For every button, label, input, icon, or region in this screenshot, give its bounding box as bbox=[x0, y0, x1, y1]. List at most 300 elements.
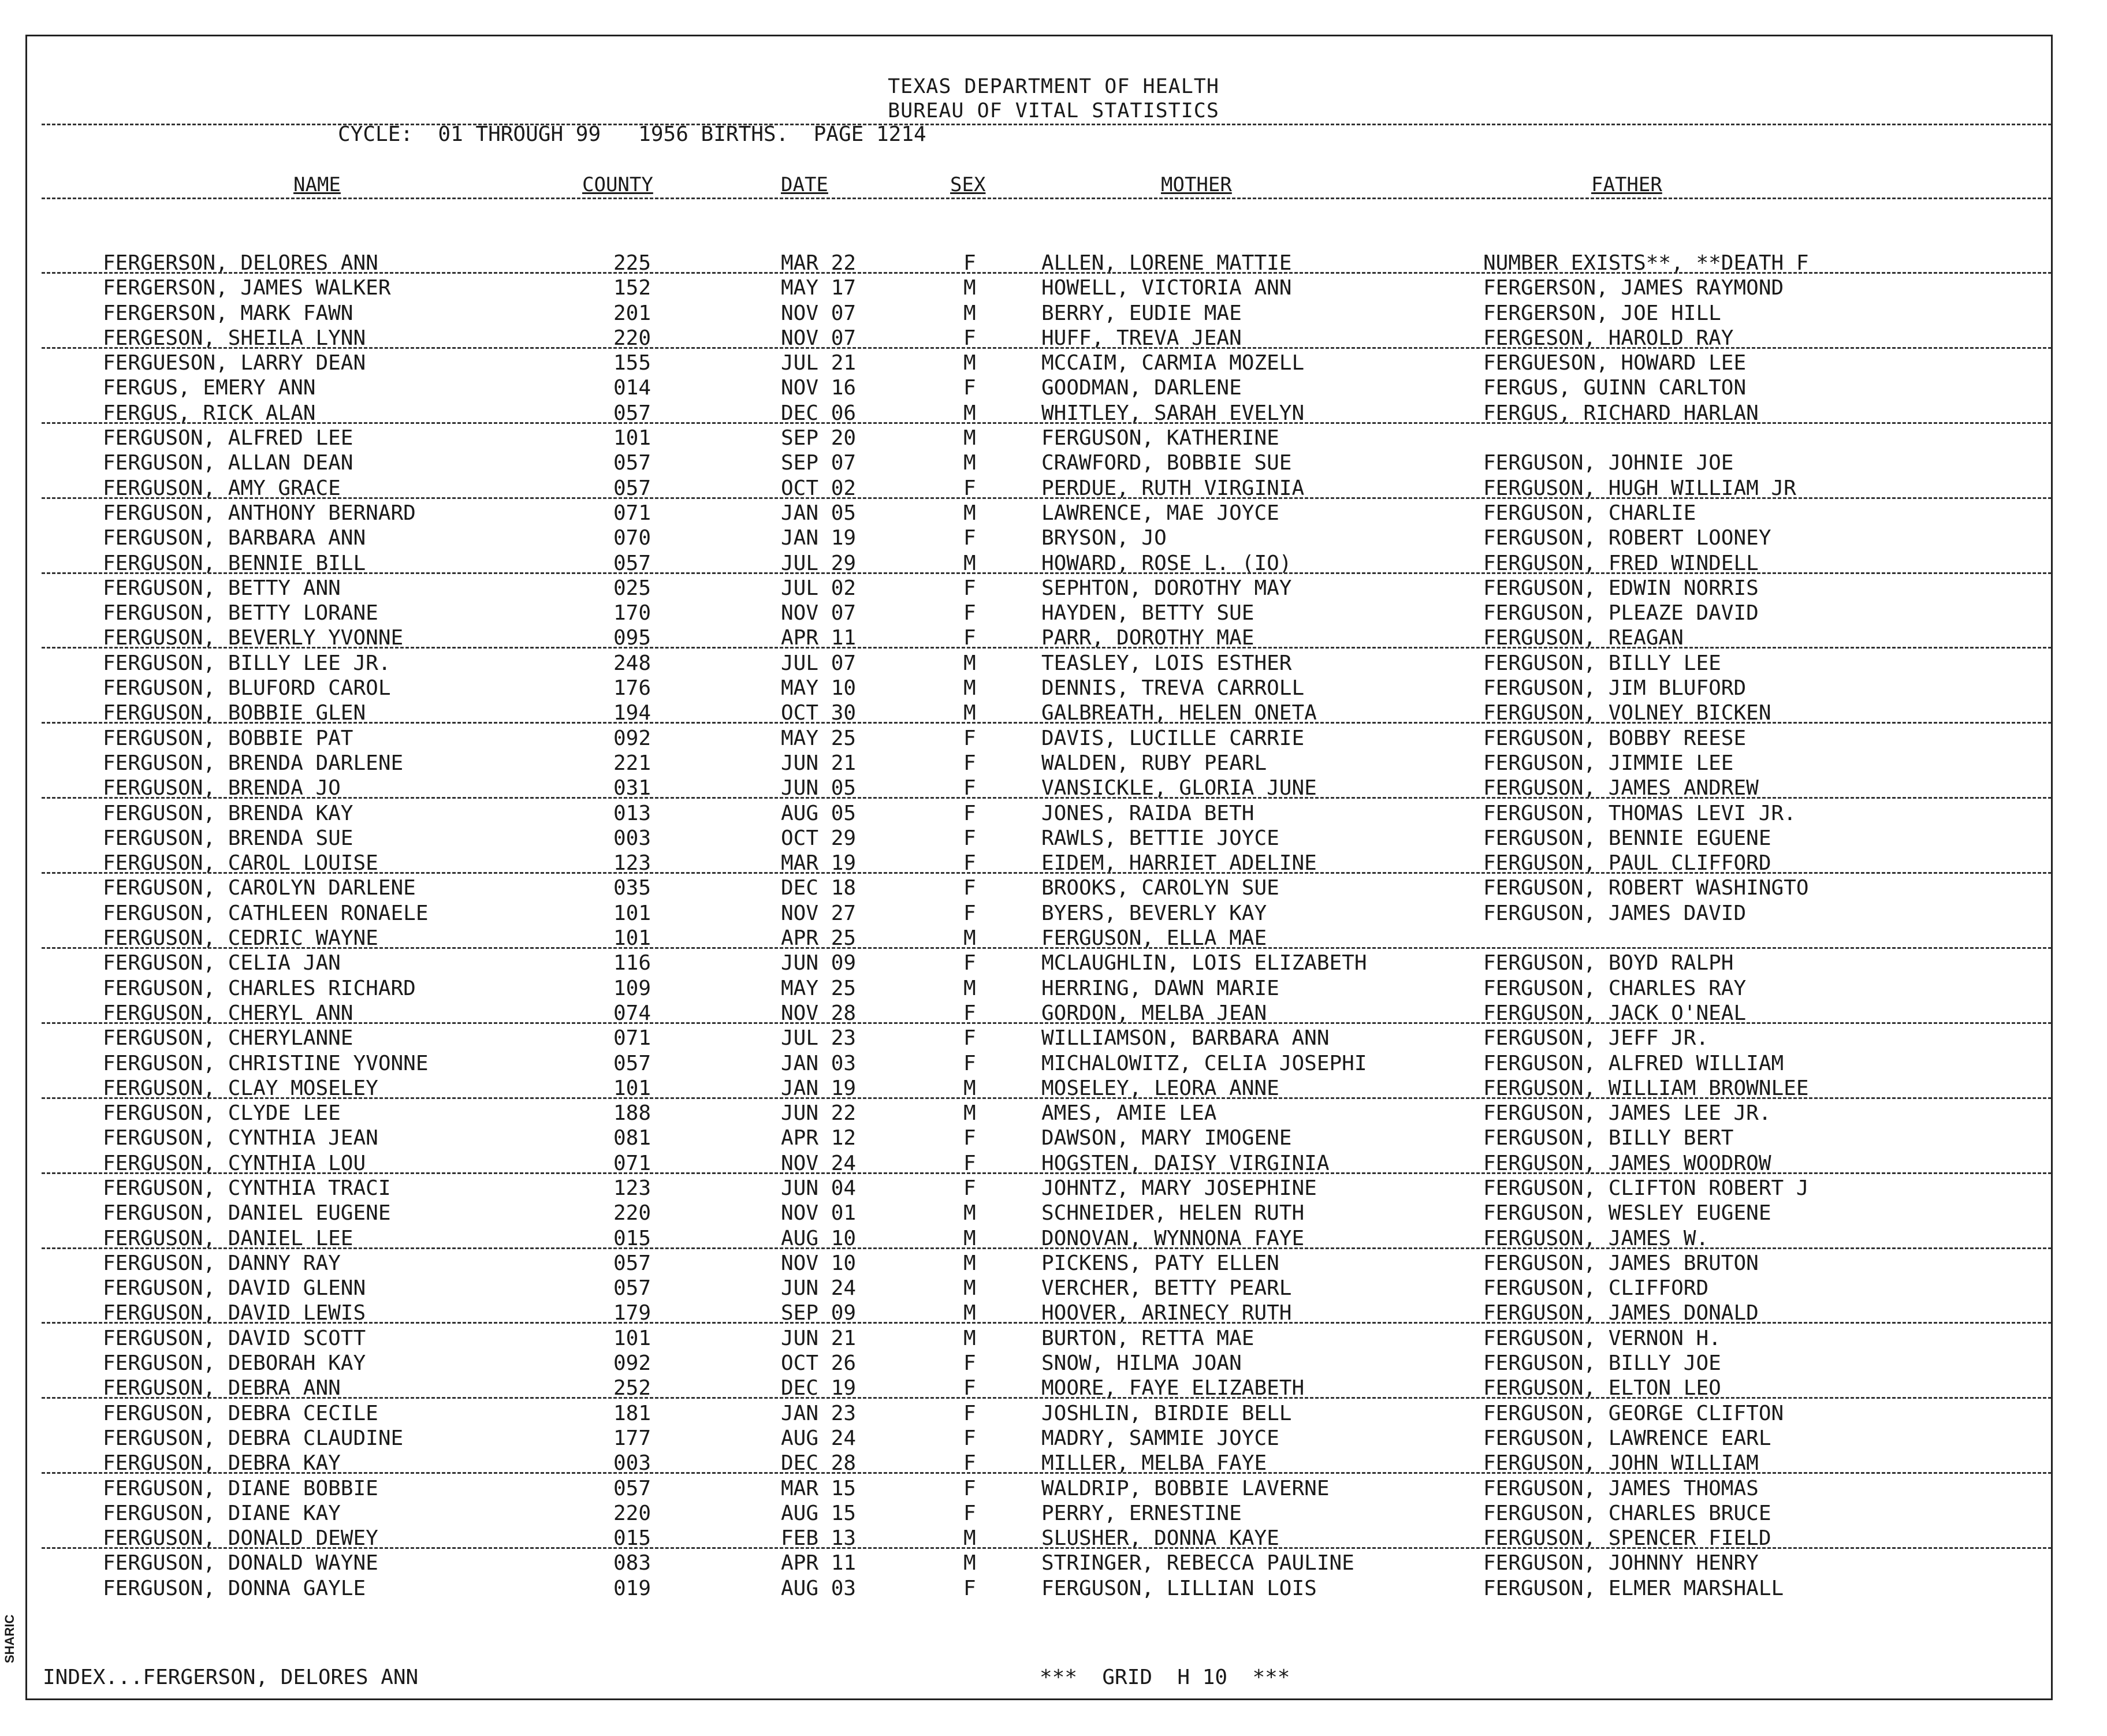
cell-mother: HOGSTEN, DAISY VIRGINIA bbox=[1041, 1151, 1330, 1175]
cell-father: FERGUSON, SPENCER FIELD bbox=[1483, 1526, 1771, 1551]
cell-mother: PERDUE, RUTH VIRGINIA bbox=[1041, 476, 1305, 500]
cell-county: 179 bbox=[613, 1301, 652, 1325]
cell-father: FERGUSON, JOHNIE JOE bbox=[1483, 451, 1734, 475]
cell-date: JUN 09 bbox=[781, 951, 857, 975]
cell-sex: M bbox=[963, 976, 976, 1000]
cell-mother: CRAWFORD, BOBBIE SUE bbox=[1041, 451, 1292, 475]
table-row bbox=[0, 1076, 2107, 1101]
cell-mother: MCCAIM, CARMIA MOZELL bbox=[1041, 351, 1305, 375]
table-row bbox=[0, 701, 2107, 726]
table-row bbox=[0, 1026, 2107, 1051]
table-row bbox=[0, 1351, 2107, 1376]
table-row bbox=[0, 926, 2107, 951]
table-row bbox=[0, 376, 2107, 401]
cell-name: FERGUSON, DIANE BOBBIE bbox=[103, 1476, 378, 1500]
cell-date: APR 11 bbox=[781, 626, 857, 650]
table-row bbox=[0, 901, 2107, 926]
cell-sex: F bbox=[963, 1026, 976, 1050]
cell-sex: F bbox=[963, 576, 976, 600]
cell-sex: M bbox=[963, 351, 976, 375]
cell-date: NOV 24 bbox=[781, 1151, 857, 1175]
cell-county: 031 bbox=[613, 776, 652, 800]
cell-county: 188 bbox=[613, 1101, 652, 1126]
cell-father: FERGUSON, BILLY LEE bbox=[1483, 651, 1721, 675]
cell-father: FERGUSON, VOLNEY BICKEN bbox=[1483, 701, 1771, 725]
table-row bbox=[0, 276, 2107, 301]
cell-date: MAY 25 bbox=[781, 726, 857, 750]
cell-name: FERGUSON, DAVID GLENN bbox=[103, 1276, 366, 1301]
cell-father: FERGERSON, JOE HILL bbox=[1483, 301, 1721, 325]
cell-county: 101 bbox=[613, 901, 652, 925]
cell-name: FERGUSON, DEBORAH KAY bbox=[103, 1351, 366, 1376]
cell-date: APR 25 bbox=[781, 926, 857, 951]
table-row bbox=[0, 476, 2107, 501]
cell-mother: BRYSON, JO bbox=[1041, 526, 1167, 550]
cell-father: FERGUSON, ALFRED WILLIAM bbox=[1483, 1051, 1784, 1075]
table-row bbox=[0, 851, 2107, 876]
cell-mother: PARR, DOROTHY MAE bbox=[1041, 626, 1254, 650]
cell-name: FERGUSON, CHARLES RICHARD bbox=[103, 976, 416, 1000]
cell-sex: F bbox=[963, 326, 976, 350]
cell-sex: F bbox=[963, 751, 976, 775]
cell-sex: M bbox=[963, 451, 976, 475]
cell-mother: MCLAUGHLIN, LOIS ELIZABETH bbox=[1041, 951, 1367, 975]
cell-mother: MICHALOWITZ, CELIA JOSEPHI bbox=[1041, 1051, 1367, 1075]
cell-county: 181 bbox=[613, 1401, 652, 1425]
cycle-line: CYCLE: 01 THROUGH 99 1956 BIRTHS. PAGE 1214 bbox=[338, 122, 926, 146]
cell-date: JUN 22 bbox=[781, 1101, 857, 1126]
cell-father: FERGUSON, JAMES DONALD bbox=[1483, 1301, 1759, 1325]
cell-mother: WALDEN, RUBY PEARL bbox=[1041, 751, 1267, 775]
cell-father: FERGUSON, PLEAZE DAVID bbox=[1483, 601, 1759, 625]
cell-father: FERGUSON, ELMER MARSHALL bbox=[1483, 1576, 1784, 1600]
column-header-divider bbox=[42, 198, 2052, 199]
table-row bbox=[0, 401, 2107, 426]
cell-date: APR 11 bbox=[781, 1551, 857, 1575]
cell-name: FERGUSON, BLUFORD CAROL bbox=[103, 676, 391, 701]
cell-county: 101 bbox=[613, 1076, 652, 1100]
cell-father: FERGUSON, ROBERT LOONEY bbox=[1483, 526, 1771, 550]
cell-father: FERGUSON, JAMES THOMAS bbox=[1483, 1476, 1759, 1500]
cell-name: FERGUSON, CEDRIC WAYNE bbox=[103, 926, 378, 951]
cell-name: FERGUSON, CYNTHIA LOU bbox=[103, 1151, 366, 1175]
cell-name: FERGUSON, DANIEL EUGENE bbox=[103, 1201, 391, 1225]
cell-sex: M bbox=[963, 1551, 976, 1575]
cell-date: NOV 07 bbox=[781, 326, 857, 350]
cell-mother: VANSICKLE, GLORIA JUNE bbox=[1041, 776, 1317, 800]
cell-county: 057 bbox=[613, 451, 652, 475]
header-bureau: BUREAU OF VITAL STATISTICS bbox=[888, 99, 1219, 122]
cell-father: FERGUSON, HUGH WILLIAM JR bbox=[1483, 476, 1796, 500]
table-row bbox=[0, 1101, 2107, 1126]
table-row bbox=[0, 1227, 2107, 1251]
cell-sex: F bbox=[963, 901, 976, 925]
cell-name: FERGUSON, CHRISTINE YVONNE bbox=[103, 1051, 429, 1075]
cell-father: FERGUSON, EDWIN NORRIS bbox=[1483, 576, 1759, 600]
cell-name: FERGUSON, DEBRA CLAUDINE bbox=[103, 1426, 404, 1450]
cell-mother: EIDEM, HARRIET ADELINE bbox=[1041, 851, 1317, 876]
cell-mother: TEASLEY, LOIS ESTHER bbox=[1041, 651, 1292, 675]
cell-date: JAN 23 bbox=[781, 1401, 857, 1425]
cell-father: FERGUSON, FRED WINDELL bbox=[1483, 551, 1759, 575]
cell-name: FERGUSON, BETTY ANN bbox=[103, 576, 341, 600]
cell-sex: F bbox=[963, 251, 976, 275]
cell-date: JUN 04 bbox=[781, 1176, 857, 1200]
cell-mother: JONES, RAIDA BETH bbox=[1041, 801, 1254, 825]
cell-sex: M bbox=[963, 701, 976, 725]
cell-sex: M bbox=[963, 426, 976, 450]
table-row bbox=[0, 301, 2107, 326]
cell-date: JUN 21 bbox=[781, 1326, 857, 1350]
table-row bbox=[0, 1176, 2107, 1201]
cell-date: DEC 06 bbox=[781, 401, 857, 425]
col-header-county: COUNTY bbox=[582, 173, 653, 196]
cell-name: FERGUSON, BARBARA ANN bbox=[103, 526, 366, 550]
cell-county: 071 bbox=[613, 1026, 652, 1050]
cell-date: SEP 20 bbox=[781, 426, 857, 450]
cell-county: 177 bbox=[613, 1426, 652, 1450]
cell-sex: F bbox=[963, 1426, 976, 1450]
cell-father: FERGUSON, JAMES BRUTON bbox=[1483, 1251, 1759, 1275]
col-header-name: NAME bbox=[293, 173, 341, 196]
cell-father: FERGUS, GUINN CARLTON bbox=[1483, 376, 1747, 400]
table-row bbox=[0, 1376, 2107, 1401]
grid-reference: *** GRID H 10 *** bbox=[1040, 1666, 1290, 1689]
cell-sex: M bbox=[963, 551, 976, 575]
cell-county: 155 bbox=[613, 351, 652, 375]
cell-sex: M bbox=[963, 1326, 976, 1350]
cell-father: FERGUSON, JACK O'NEAL bbox=[1483, 1001, 1747, 1025]
side-stamp: SHARIC bbox=[2, 1614, 17, 1663]
cell-county: 071 bbox=[613, 1151, 652, 1175]
cell-mother: GALBREATH, HELEN ONETA bbox=[1041, 701, 1317, 725]
cell-mother: SNOW, HILMA JOAN bbox=[1041, 1351, 1242, 1376]
cell-date: NOV 01 bbox=[781, 1201, 857, 1225]
cell-date: OCT 30 bbox=[781, 701, 857, 725]
cell-county: 019 bbox=[613, 1576, 652, 1600]
cell-county: 252 bbox=[613, 1376, 652, 1400]
cell-sex: M bbox=[963, 1251, 976, 1275]
table-row bbox=[0, 1152, 2107, 1176]
cell-county: 057 bbox=[613, 1276, 652, 1301]
cell-date: JUN 21 bbox=[781, 751, 857, 775]
cell-county: 015 bbox=[613, 1226, 652, 1250]
cell-county: 220 bbox=[613, 1201, 652, 1225]
cell-county: 220 bbox=[613, 1501, 652, 1525]
cell-date: JUL 29 bbox=[781, 551, 857, 575]
cell-father: FERGUSON, ROBERT WASHINGTO bbox=[1483, 876, 1809, 900]
cell-father: FERGUSON, JEFF JR. bbox=[1483, 1026, 1709, 1050]
table-row bbox=[0, 751, 2107, 776]
cell-sex: M bbox=[963, 1101, 976, 1126]
cell-mother: HOWARD, ROSE L. (IO) bbox=[1041, 551, 1292, 575]
cell-name: FERGUSON, CELIA JAN bbox=[103, 951, 341, 975]
cell-sex: M bbox=[963, 1301, 976, 1325]
cell-county: 095 bbox=[613, 626, 652, 650]
cell-mother: WILLIAMSON, BARBARA ANN bbox=[1041, 1026, 1330, 1050]
cell-name: FERGERSON, MARK FAWN bbox=[103, 301, 353, 325]
cell-name: FERGUSON, DANIEL LEE bbox=[103, 1226, 353, 1250]
cell-sex: F bbox=[963, 826, 976, 850]
cell-sex: M bbox=[963, 1526, 976, 1551]
table-row bbox=[0, 1301, 2107, 1326]
cell-name: FERGUSON, BOBBIE GLEN bbox=[103, 701, 366, 725]
header-agency: TEXAS DEPARTMENT OF HEALTH bbox=[888, 75, 1219, 98]
col-header-father: FATHER bbox=[1591, 173, 1662, 196]
cell-mother: GORDON, MELBA JEAN bbox=[1041, 1001, 1267, 1025]
cell-father: FERGUSON, JAMES W. bbox=[1483, 1226, 1709, 1250]
cell-county: 101 bbox=[613, 1326, 652, 1350]
cell-sex: F bbox=[963, 1376, 976, 1400]
cell-name: FERGUSON, DIANE KAY bbox=[103, 1501, 341, 1525]
cell-county: 015 bbox=[613, 1526, 652, 1551]
cell-name: FERGUSON, CYNTHIA TRACI bbox=[103, 1176, 391, 1200]
cell-county: 101 bbox=[613, 926, 652, 951]
cell-sex: M bbox=[963, 1076, 976, 1100]
cell-date: JUN 05 bbox=[781, 776, 857, 800]
cell-father: FERGUSON, JAMES WOODROW bbox=[1483, 1151, 1771, 1175]
cell-father: FERGUSON, PAUL CLIFFORD bbox=[1483, 851, 1771, 876]
cell-date: SEP 09 bbox=[781, 1301, 857, 1325]
cell-date: MAR 22 bbox=[781, 251, 857, 275]
cell-name: FERGUSON, ALLAN DEAN bbox=[103, 451, 353, 475]
table-row bbox=[0, 977, 2107, 1001]
cell-date: NOV 10 bbox=[781, 1251, 857, 1275]
cell-date: OCT 29 bbox=[781, 826, 857, 850]
cell-date: APR 12 bbox=[781, 1126, 857, 1150]
table-row bbox=[0, 1451, 2107, 1476]
cell-mother: PICKENS, PATY ELLEN bbox=[1041, 1251, 1279, 1275]
cell-mother: DONOVAN, WYNNONA FAYE bbox=[1041, 1226, 1305, 1250]
cell-mother: MOSELEY, LEORA ANNE bbox=[1041, 1076, 1279, 1100]
cell-mother: BERRY, EUDIE MAE bbox=[1041, 301, 1242, 325]
cell-county: 057 bbox=[613, 1476, 652, 1500]
cell-mother: WALDRIP, BOBBIE LAVERNE bbox=[1041, 1476, 1330, 1500]
cell-name: FERGUSON, DONNA GAYLE bbox=[103, 1576, 366, 1600]
cell-name: FERGUSON, BENNIE BILL bbox=[103, 551, 366, 575]
cell-county: 176 bbox=[613, 676, 652, 701]
cell-sex: M bbox=[963, 1276, 976, 1301]
cell-sex: F bbox=[963, 1351, 976, 1376]
cell-mother: LAWRENCE, MAE JOYCE bbox=[1041, 501, 1279, 525]
cell-name: FERGUSON, DAVID LEWIS bbox=[103, 1301, 366, 1325]
cell-date: AUG 05 bbox=[781, 801, 857, 825]
table-row bbox=[0, 802, 2107, 826]
table-row bbox=[0, 552, 2107, 576]
cell-county: 201 bbox=[613, 301, 652, 325]
cell-father: FERGUSON, BENNIE EGUENE bbox=[1483, 826, 1771, 850]
cell-mother: HOWELL, VICTORIA ANN bbox=[1041, 276, 1292, 300]
cell-mother: BROOKS, CAROLYN SUE bbox=[1041, 876, 1279, 900]
cell-date: MAY 10 bbox=[781, 676, 857, 701]
cell-mother: FERGUSON, KATHERINE bbox=[1041, 426, 1279, 450]
cell-name: FERGUSON, BRENDA JO bbox=[103, 776, 341, 800]
cell-date: FEB 13 bbox=[781, 1526, 857, 1551]
cell-county: 013 bbox=[613, 801, 652, 825]
cell-sex: F bbox=[963, 801, 976, 825]
cell-date: AUG 15 bbox=[781, 1501, 857, 1525]
cell-father: FERGUSON, BOYD RALPH bbox=[1483, 951, 1734, 975]
cell-name: FERGUSON, DONALD DEWEY bbox=[103, 1526, 378, 1551]
cell-mother: ALLEN, LORENE MATTIE bbox=[1041, 251, 1292, 275]
cell-date: DEC 28 bbox=[781, 1451, 857, 1476]
cell-date: NOV 28 bbox=[781, 1001, 857, 1025]
cell-county: 116 bbox=[613, 951, 652, 975]
cell-name: FERGUSON, CATHLEEN RONAELE bbox=[103, 901, 429, 925]
cell-father: FERGUSON, WILLIAM BROWNLEE bbox=[1483, 1076, 1809, 1100]
cell-father: FERGERSON, JAMES RAYMOND bbox=[1483, 276, 1784, 300]
table-row bbox=[0, 1052, 2107, 1076]
cell-sex: M bbox=[963, 501, 976, 525]
cell-father: FERGUESON, HOWARD LEE bbox=[1483, 351, 1747, 375]
cell-name: FERGUSON, DANNY RAY bbox=[103, 1251, 341, 1275]
table-row bbox=[0, 1426, 2107, 1451]
cell-date: JUL 02 bbox=[781, 576, 857, 600]
cell-father: FERGUSON, JOHN WILLIAM bbox=[1483, 1451, 1759, 1476]
cell-name: FERGUSON, DAVID SCOTT bbox=[103, 1326, 366, 1350]
cell-name: FERGUSON, AMY GRACE bbox=[103, 476, 341, 500]
cell-sex: F bbox=[963, 626, 976, 650]
index-line: INDEX...FERGERSON, DELORES ANN bbox=[43, 1666, 419, 1689]
cell-date: DEC 18 bbox=[781, 876, 857, 900]
cell-mother: SCHNEIDER, HELEN RUTH bbox=[1041, 1201, 1305, 1225]
cell-county: 057 bbox=[613, 551, 652, 575]
table-row bbox=[0, 1201, 2107, 1226]
table-row bbox=[0, 951, 2107, 976]
cell-name: FERGUSON, BRENDA KAY bbox=[103, 801, 353, 825]
cell-father: FERGUSON, BILLY JOE bbox=[1483, 1351, 1721, 1376]
col-header-mother: MOTHER bbox=[1161, 173, 1232, 196]
cell-sex: M bbox=[963, 1201, 976, 1225]
cell-county: 070 bbox=[613, 526, 652, 550]
cell-name: FERGERSON, DELORES ANN bbox=[103, 251, 378, 275]
cell-date: JAN 05 bbox=[781, 501, 857, 525]
cell-date: NOV 07 bbox=[781, 601, 857, 625]
cell-county: 081 bbox=[613, 1126, 652, 1150]
cell-name: FERGUSON, CHERYL ANN bbox=[103, 1001, 353, 1025]
cell-date: NOV 07 bbox=[781, 301, 857, 325]
cell-sex: F bbox=[963, 1151, 976, 1175]
cell-county: 220 bbox=[613, 326, 652, 350]
cell-county: 152 bbox=[613, 276, 652, 300]
table-row bbox=[0, 1276, 2107, 1301]
cell-name: FERGUSON, BRENDA SUE bbox=[103, 826, 353, 850]
cell-name: FERGUSON, CLYDE LEE bbox=[103, 1101, 341, 1126]
table-row bbox=[0, 1251, 2107, 1276]
cell-mother: RAWLS, BETTIE JOYCE bbox=[1041, 826, 1279, 850]
cell-father: FERGUSON, JAMES ANDREW bbox=[1483, 776, 1759, 800]
table-row bbox=[0, 826, 2107, 851]
cell-mother: MADRY, SAMMIE JOYCE bbox=[1041, 1426, 1279, 1450]
col-header-sex: SEX bbox=[950, 173, 986, 196]
cell-county: 170 bbox=[613, 601, 652, 625]
cell-name: FERGUSON, BOBBIE PAT bbox=[103, 726, 353, 750]
table-row bbox=[0, 601, 2107, 626]
cell-sex: M bbox=[963, 1226, 976, 1250]
cell-name: FERGUSON, DEBRA ANN bbox=[103, 1376, 341, 1400]
col-header-date: DATE bbox=[781, 173, 828, 196]
table-row bbox=[0, 326, 2107, 351]
table-row bbox=[0, 1126, 2107, 1151]
cell-mother: PERRY, ERNESTINE bbox=[1041, 1501, 1242, 1525]
table-row bbox=[0, 251, 2107, 276]
cell-mother: MILLER, MELBA FAYE bbox=[1041, 1451, 1267, 1476]
cell-county: 221 bbox=[613, 751, 652, 775]
cell-father: FERGUSON, CLIFFORD bbox=[1483, 1276, 1709, 1301]
cell-county: 057 bbox=[613, 476, 652, 500]
cell-county: 123 bbox=[613, 851, 652, 876]
cell-father: FERGUSON, JIMMIE LEE bbox=[1483, 751, 1734, 775]
table-row bbox=[0, 651, 2107, 676]
cell-county: 225 bbox=[613, 251, 652, 275]
cell-sex: F bbox=[963, 1501, 976, 1525]
cell-name: FERGUESON, LARRY DEAN bbox=[103, 351, 366, 375]
cell-county: 071 bbox=[613, 501, 652, 525]
cell-date: MAY 17 bbox=[781, 276, 857, 300]
cell-county: 092 bbox=[613, 726, 652, 750]
cell-date: JUL 07 bbox=[781, 651, 857, 675]
cell-county: 092 bbox=[613, 1351, 652, 1376]
cell-mother: GOODMAN, DARLENE bbox=[1041, 376, 1242, 400]
cell-father: NUMBER EXISTS**, **DEATH F bbox=[1483, 251, 1809, 275]
cell-father: FERGUSON, BOBBY REESE bbox=[1483, 726, 1747, 750]
cell-name: FERGUSON, CAROL LOUISE bbox=[103, 851, 378, 876]
cell-county: 057 bbox=[613, 1051, 652, 1075]
table-row bbox=[0, 1477, 2107, 1502]
cell-date: SEP 07 bbox=[781, 451, 857, 475]
cell-date: NOV 27 bbox=[781, 901, 857, 925]
cell-name: FERGUSON, DEBRA KAY bbox=[103, 1451, 341, 1476]
cell-mother: BYERS, BEVERLY KAY bbox=[1041, 901, 1267, 925]
cell-county: 003 bbox=[613, 826, 652, 850]
cell-sex: F bbox=[963, 876, 976, 900]
records-table bbox=[0, 251, 2107, 1601]
cell-sex: M bbox=[963, 926, 976, 951]
cell-date: JAN 19 bbox=[781, 526, 857, 550]
cell-father: FERGUSON, CLIFTON ROBERT J bbox=[1483, 1176, 1809, 1200]
cell-sex: F bbox=[963, 951, 976, 975]
cell-mother: STRINGER, REBECCA PAULINE bbox=[1041, 1551, 1354, 1575]
cell-sex: M bbox=[963, 301, 976, 325]
cell-date: OCT 02 bbox=[781, 476, 857, 500]
table-row bbox=[0, 727, 2107, 751]
cell-sex: F bbox=[963, 776, 976, 800]
cell-father: FERGUSON, VERNON H. bbox=[1483, 1326, 1721, 1350]
cell-mother: AMES, AMIE LEA bbox=[1041, 1101, 1217, 1126]
cell-mother: DENNIS, TREVA CARROLL bbox=[1041, 676, 1305, 701]
cell-county: 194 bbox=[613, 701, 652, 725]
cell-mother: DAWSON, MARY IMOGENE bbox=[1041, 1126, 1292, 1150]
cell-name: FERGUSON, CHERYLANNE bbox=[103, 1026, 353, 1050]
cell-father: FERGUSON, CHARLES BRUCE bbox=[1483, 1501, 1771, 1525]
cell-sex: F bbox=[963, 851, 976, 876]
cell-county: 014 bbox=[613, 376, 652, 400]
cell-mother: SEPHTON, DOROTHY MAY bbox=[1041, 576, 1292, 600]
cell-sex: M bbox=[963, 276, 976, 300]
cell-mother: MOORE, FAYE ELIZABETH bbox=[1041, 1376, 1305, 1400]
cell-name: FERGUSON, CLAY MOSELEY bbox=[103, 1076, 378, 1100]
cell-name: FERGUS, RICK ALAN bbox=[103, 401, 316, 425]
cell-county: 025 bbox=[613, 576, 652, 600]
cell-date: JUN 24 bbox=[781, 1276, 857, 1301]
cell-name: FERGESON, SHEILA LYNN bbox=[103, 326, 366, 350]
cell-sex: F bbox=[963, 1001, 976, 1025]
cell-county: 003 bbox=[613, 1451, 652, 1476]
cell-date: NOV 16 bbox=[781, 376, 857, 400]
cell-date: OCT 26 bbox=[781, 1351, 857, 1376]
cell-mother: HUFF, TREVA JEAN bbox=[1041, 326, 1242, 350]
cell-sex: F bbox=[963, 1051, 976, 1075]
